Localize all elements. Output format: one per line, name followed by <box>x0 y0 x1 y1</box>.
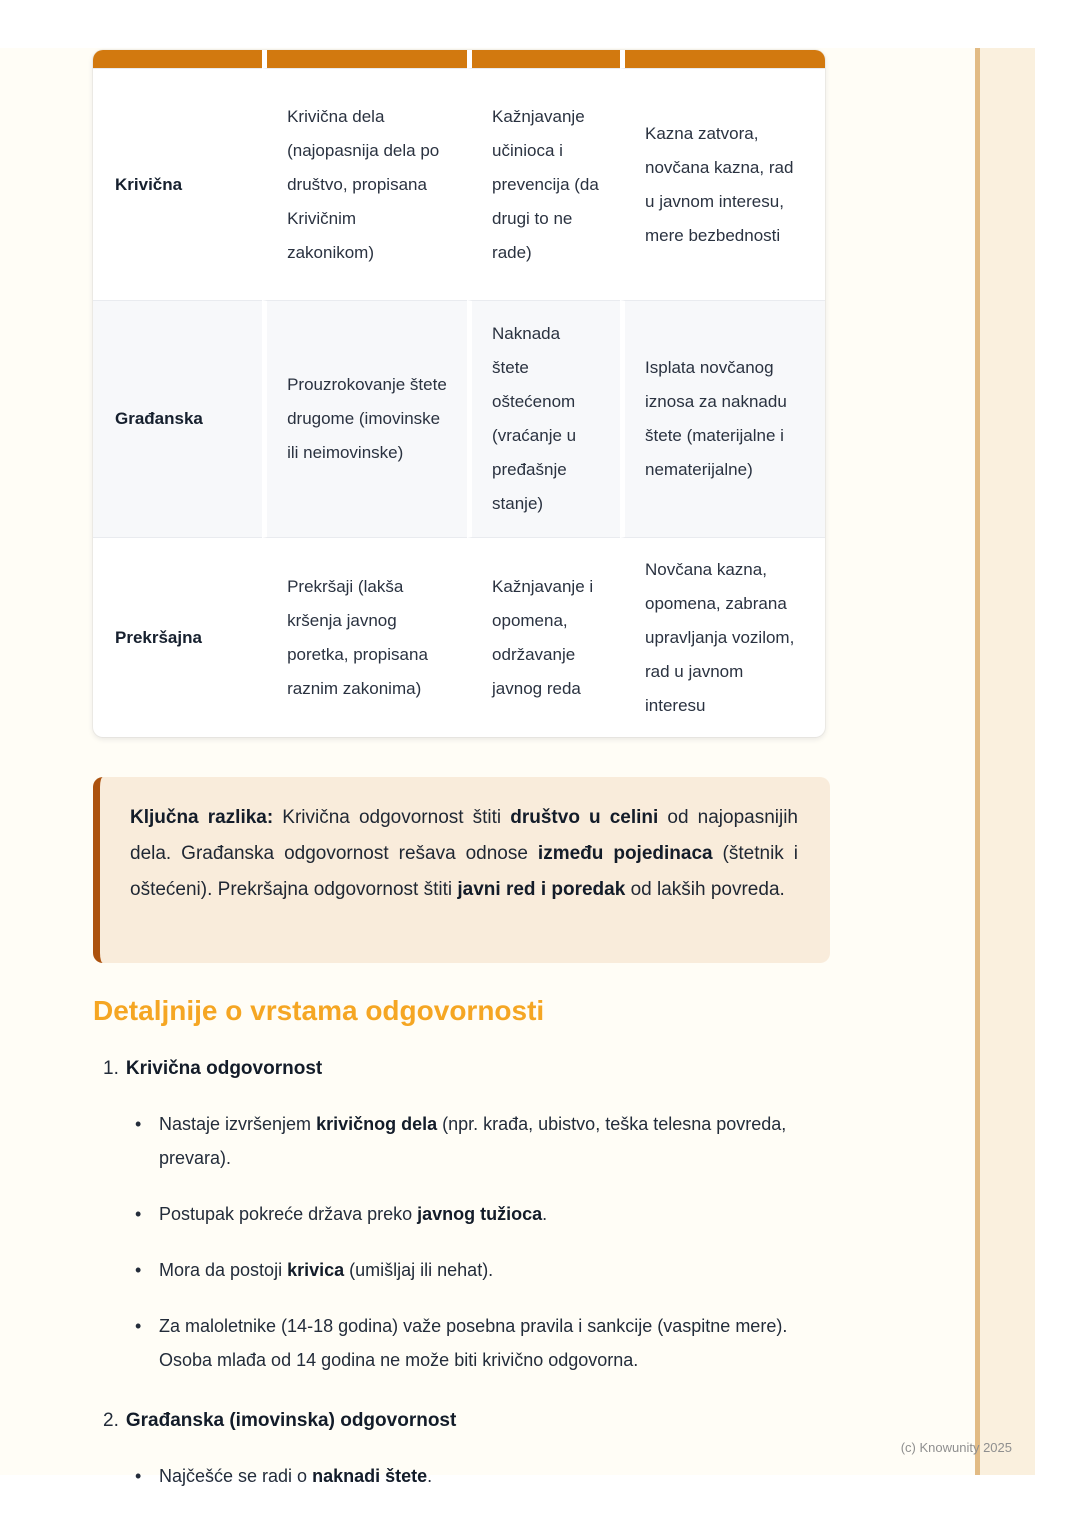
responsibility-table-grid <box>93 50 825 737</box>
bullet-item <box>135 1197 841 1231</box>
table-header-row <box>93 50 825 68</box>
callout-text: Ključna razlika: Krivična odgovornost štiti društvo u celini od najopasnijih dela. Građanska odgovornost rešava odnose između pojedinaca (štetnik i oštećeni). Prekršajna odgovornost štiti javni red i poredak od lakših povreda. <box>130 807 798 900</box>
bullet-list <box>135 1107 841 1377</box>
table-row <box>93 300 825 537</box>
row-label-cell: Građanska <box>93 300 262 537</box>
table-header-cell <box>467 50 620 68</box>
bullet-item <box>135 1309 841 1377</box>
bullet-icon: • <box>135 1316 142 1336</box>
table-cell: Krivična dela (najopasnija dela po društvo, propisana Krivičnim zakonikom) <box>262 68 467 300</box>
bullet-text: Nastaje izvršenjem krivičnog dela (npr. krađa, ubistvo, teška telesna povreda, prevara). <box>159 1114 787 1168</box>
table-header-cell <box>620 50 825 68</box>
details-section <box>93 995 841 1525</box>
table-header-cell <box>262 50 467 68</box>
table-header-cell <box>93 50 262 68</box>
key-difference-callout <box>93 777 830 963</box>
bullet-text: Najčešće se radi o naknadi štete. <box>159 1466 433 1486</box>
responsibility-table-body <box>93 68 825 737</box>
table-cell: Kažnjavanje i opomena, održavanje javnog reda <box>467 537 620 737</box>
item-title: Krivična odgovornost <box>125 1058 323 1079</box>
table-cell: Prekršaji (lakša kršenja javnog poretka, propisana raznim zakonima) <box>262 537 467 737</box>
document-page <box>0 48 1035 1486</box>
bullet-icon: • <box>135 1114 142 1134</box>
responsibility-table <box>93 50 825 737</box>
bullet-list <box>135 1459 841 1493</box>
bullet-text: Za maloletnike (14-18 godina) važe posebna pravila i sankcije (vaspitne mere). Osoba mlađa od 14 godina ne može biti krivično odgovorna. <box>159 1316 788 1370</box>
copyright-watermark: (c) Knowunity 2025 <box>900 1440 1012 1455</box>
table-cell: Novčana kazna, opomena, zabrana upravljanja vozilom, rad u javnom interesu <box>620 537 825 737</box>
row-label-cell: Prekršajna <box>93 537 262 737</box>
bullet-icon: • <box>135 1466 142 1486</box>
numbered-item <box>103 1057 841 1081</box>
row-label-cell: Krivična <box>93 68 262 300</box>
table-cell: Naknada štete oštećenom (vraćanje u pređašnje stanje) <box>467 300 620 537</box>
table-row <box>93 68 825 300</box>
numbered-sections <box>93 1057 841 1493</box>
right-accent-strip <box>980 48 1035 1475</box>
item-title: Građanska (imovinska) odgovornost <box>125 1410 457 1431</box>
table-cell: Prouzrokovanje štete drugome (imovinske ili neimovinske) <box>262 300 467 537</box>
bullet-item <box>135 1107 841 1175</box>
bullet-item <box>135 1459 841 1493</box>
table-row <box>93 537 825 737</box>
bullet-text: Postupak pokreće država preko javnog tužioca. <box>159 1204 548 1224</box>
numbered-item <box>103 1409 841 1433</box>
section-heading: Detaljnije o vrstama odgovornosti <box>93 995 545 1026</box>
table-cell: Kažnjavanje učinioca i prevencija (da drugi to ne rade) <box>467 68 620 300</box>
bullet-icon: • <box>135 1260 142 1280</box>
item-number: 1. <box>103 1058 119 1079</box>
bullet-item <box>135 1253 841 1287</box>
table-cell: Kazna zatvora, novčana kazna, rad u javnom interesu, mere bezbednosti <box>620 68 825 300</box>
bullet-text: Mora da postoji krivica (umišljaj ili nehat). <box>159 1260 494 1280</box>
table-cell: Isplata novčanog iznosa za naknadu štete (materijalne i nematerijalne) <box>620 300 825 537</box>
item-number: 2. <box>103 1410 119 1431</box>
bullet-icon: • <box>135 1204 142 1224</box>
